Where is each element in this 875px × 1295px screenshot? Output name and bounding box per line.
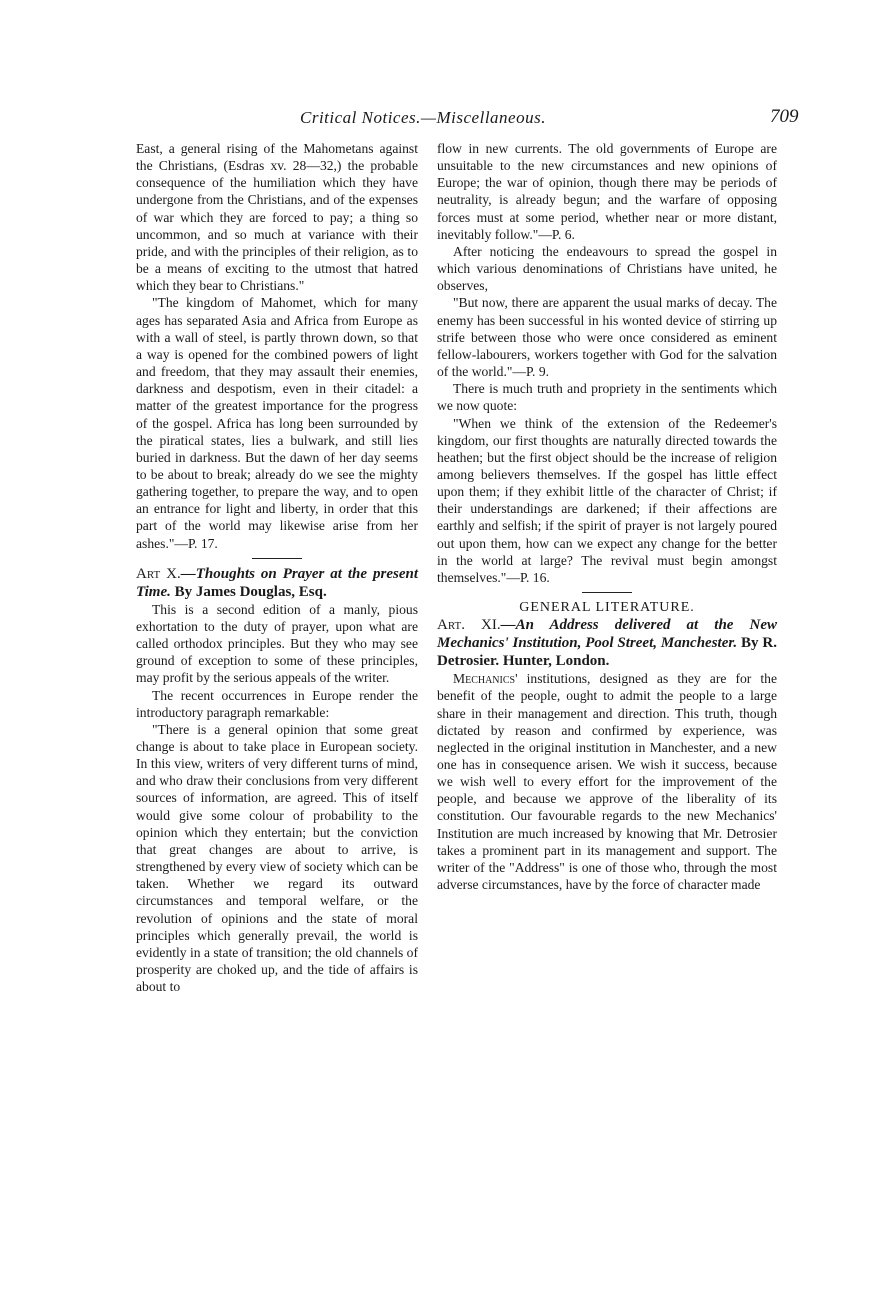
article-author: By R. Detrosier. Hunter, London. [437,635,777,670]
paragraph: "There is a general opinion that some great change is about to take place in European society. In this view, writers of very different turns of mind, and who draw their conclusions from very different sources of information, are agreed. This of itself would give some colour of probability to the opinion which they entertain; but the conviction that great changes are about to arrive, is strengthened by every view of society which can be taken. Whether we regard its outward circumstances and temporal welfare, or the revolution of opinions and the state of moral principles which generally prevail, the world is evidently in a state of transition; the old channels of prosperity are choked up, and the tide of affairs is about to [136,721,418,995]
article-label: Art. XI. [437,617,501,634]
paragraph: "When we think of the extension of the Redeemer's kingdom, our first thoughts are naturally directed towards the heathen; but the first object should be the increase of religion among believers themselves. If the gospel has little effect upon them; if they exhibit little of the character of Christ; if their understandings are darkened; if their affections are earthly and selfish; if the spirit of prayer is not largely poured out upon them, how can we expect any change for the better in the world at large? The revival must begin amongst themselves."—P. 16. [437,415,777,585]
paragraph: After noticing the endeavours to spread the gospel in which various denominations of Christians have united, he observes, [437,243,777,294]
paragraph [437,670,777,893]
article-label: Art X. [136,565,181,582]
paragraph: "The kingdom of Mahomet, which for many ages has separated Asia and Africa from Europe as with a wall of steel, is partly thrown down, so that a way is opened for the combined powers of light and freedom, that they may assault their enemies, darkness and despotism, even in their citadel: a matter of the greatest importance for the progress of the gospel. Africa has long been surrounded by the piratical states, lies a bulwark, and still lies buried in darkness. But the dawn of her day seems to be about to break; already do we see the mighty gathering together, to prepare the way, and to open an entrance for light and liberty, in order that this part of the world may likewise arise from her ashes."—P. 17. [136,295,418,551]
section-heading: GENERAL LITERATURE. [519,600,695,616]
left-column [136,140,418,995]
running-head: Critical Notices.—Miscellaneous. [300,108,546,127]
page-number: 709 [770,106,799,127]
right-column [437,140,777,893]
paragraph-text: institutions, designed as they are for the benefit of the people, ought to admit the people to a large share in their management and direction. This truth, though dictated by reason and confirmed by experience, was neglected in the original institution in Manchester, and a new one has in consequence arisen. We wish it success, because we wish well to every effort for the improvement of the people, and because we approve of the liberality of its constitution. Our favourable regards to the new Mechanics' Institution are much increased by knowing that Mr. Detrosier takes a prominent part in its management and support. The writer of the "Address" is one of those who, through the most adverse circumstances, have by the force of character made [437,671,777,893]
divider-rule [582,592,632,593]
article-title: —An Address delivered at the New Mechanics' Institution, Pool Street, Manchester. [437,617,777,652]
article-title: —Thoughts on Prayer at the present Time. [136,565,419,600]
paragraph: There is much truth and propriety in the sentiments which we now quote: [437,381,777,414]
paragraph: "But now, there are apparent the usual marks of decay. The enemy has been successful in his wonted device of stirring up strife between those who were once considered as eminent fellow-labourers, workers together with God for the salvation of the world."—P. 9. [437,295,777,380]
lead-word: Mechanics' [453,671,518,687]
divider-rule [252,558,302,559]
article-heading [136,565,418,601]
article-heading [437,616,777,670]
paragraph: This is a second edition of a manly, pious exhortation to the duty of prayer, upon what are called orthodox principles. But they who may see ground of exception to some of these principles, may profit by the serious appeals of the writer. [136,601,418,686]
paragraph: flow in new currents. The old governments of Europe are unsuitable to the new circumstances and new opinions of Europe; the war of opinion, though there may be periods of neutrality, is already begun; and the warfare of opposing forces must at some period, whether near or more distant, inevitably follow."—P. 6. [437,141,777,242]
paragraph: The recent occurrences in Europe render the introductory paragraph remarkable: [136,687,418,720]
article-author: By James Douglas, Esq. [174,583,327,600]
paragraph: East, a general rising of the Mahometans against the Christians, (Esdras xv. 28—32,) the probable consequence of the humiliation which they have undergone from the Christians, and of the expenses of war which they are forced to pay; a thing so uncommon, and so much at variance with their pride, and with the principles of their religion, as to be a means of exciting to the utmost that hatred which they bear to Christians." [136,141,418,294]
